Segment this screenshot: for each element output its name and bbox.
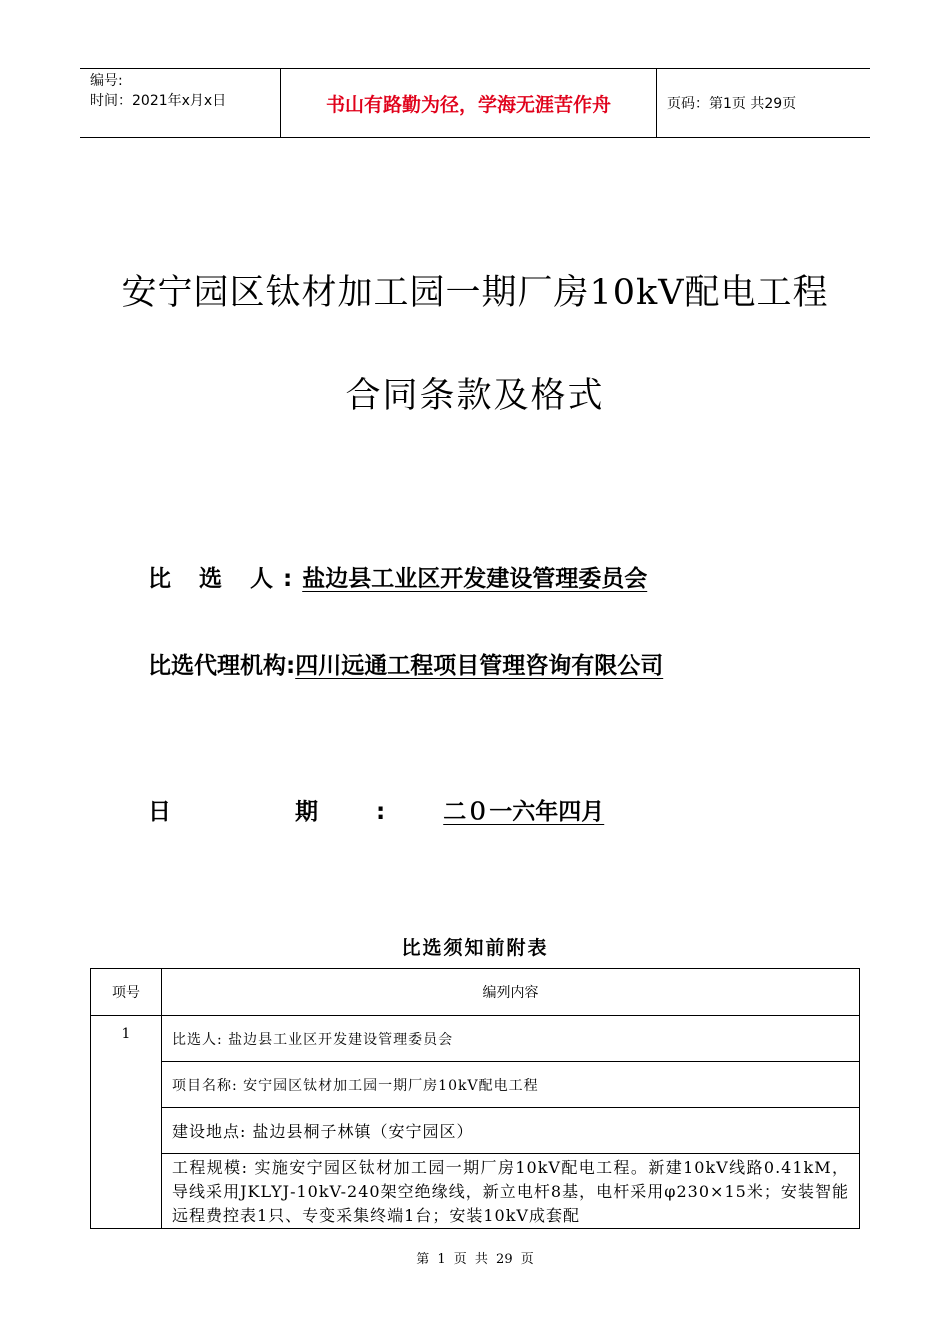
table-cell: 建设地点: 盐边县桐子林镇（安宁园区） bbox=[162, 1108, 860, 1154]
date-value: 二０一六年四月 bbox=[443, 799, 605, 825]
table-cell: 项目名称: 安宁园区钛材加工园一期厂房10kV配电工程 bbox=[162, 1062, 860, 1108]
header-motto: 书山有路勤为径，学海无涯苦作舟 bbox=[280, 69, 657, 137]
col-header-no: 项号 bbox=[91, 969, 162, 1016]
table-header-row bbox=[91, 969, 860, 1016]
table-row bbox=[91, 1154, 860, 1229]
page-header bbox=[80, 68, 870, 138]
serial-label: 编号: bbox=[90, 73, 123, 89]
time-label: 时间：2021年x月x日 bbox=[90, 93, 227, 109]
agency-value: 四川远通工程项目管理咨询有限公司 bbox=[295, 653, 664, 679]
document-title: 安宁园区钛材加工园一期厂房10kV配电工程 bbox=[121, 273, 829, 313]
table-title: 比选须知前附表 bbox=[401, 937, 549, 959]
selector-value: 盐边县工业区开发建设管理委员会 bbox=[302, 566, 648, 592]
agency-line bbox=[148, 647, 663, 680]
table-row bbox=[91, 1016, 860, 1062]
header-page-code: 页码：第1页 共29页 bbox=[667, 96, 797, 112]
selector-line bbox=[148, 560, 647, 593]
selector-label: 比 选 人: bbox=[148, 566, 303, 592]
document-subtitle: 合同条款及格式 bbox=[345, 376, 605, 416]
date-label: 日 期: bbox=[148, 799, 444, 825]
table-row bbox=[91, 1062, 860, 1108]
row-number: 1 bbox=[91, 1016, 162, 1229]
header-meta bbox=[80, 69, 280, 137]
table-cell: 工程规模: 实施安宁园区钛材加工园一期厂房10kV配电工程。新建10kV线路0.41kM，导线采用JKLYJ-10kV-240架空绝缘线，新立电杆8基，电杆采用φ230×15米；安装智能远程费控表1只、专变采集终端1台；安装10kV成套配 bbox=[162, 1154, 860, 1229]
table-row bbox=[91, 1108, 860, 1154]
col-header-content: 编列内容 bbox=[162, 969, 860, 1016]
prefix-table bbox=[90, 968, 860, 1229]
date-line bbox=[148, 793, 604, 826]
page-footer: 第 1 页 共 29 页 bbox=[416, 1252, 534, 1267]
agency-label: 比选代理机构: bbox=[148, 653, 296, 679]
table-cell: 比选人: 盐边县工业区开发建设管理委员会 bbox=[162, 1016, 860, 1062]
